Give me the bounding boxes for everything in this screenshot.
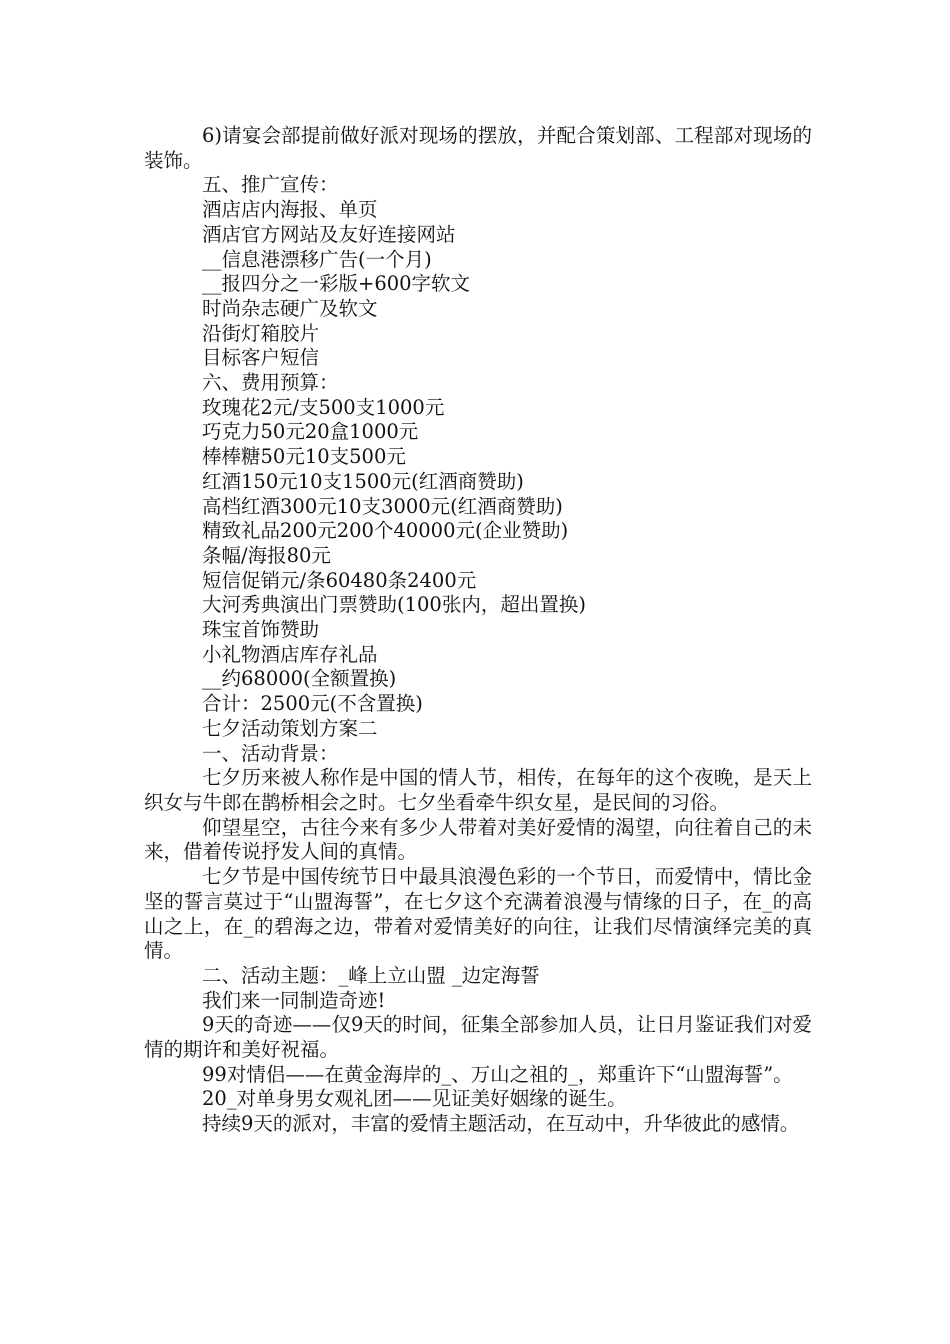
theme-paragraph: 9天的奇迹——仅9天的时间，征集全部参加人员，让日月鉴证我们对爱情的期许和美好祝福。 (144, 1013, 812, 1062)
theme-paragraph: 20_对单身男女观礼团——见证美好姻缘的诞生。 (202, 1087, 627, 1111)
promo-item: 时尚杂志硬广及软文 (202, 296, 378, 320)
section-title-theme: 二、活动主题：_峰上立山盟 _边定海誓 (202, 963, 540, 987)
section-title-budget: 六、费用预算： (202, 371, 339, 395)
budget-total: 合计：2500元(不含置换) (202, 692, 423, 716)
theme-line: 我们来一同制造奇迹! (202, 988, 386, 1012)
budget-item: __约68000(全额置换) (202, 667, 397, 691)
budget-item: 珠宝首饰赞助 (202, 618, 320, 642)
budget-item: 棒棒糖50元10支500元 (202, 445, 406, 469)
promo-item: __报四分之一彩版+600字软文 (202, 272, 471, 296)
document-body (144, 124, 812, 1137)
promo-item: 沿街灯箱胶片 (202, 321, 320, 345)
background-paragraph: 七夕历来被人称作是中国的情人节，相传，在每年的这个夜晚，是天上织女与牛郎在鹊桥相会之时。七夕坐看牵牛织女星，是民间的习俗。 (144, 766, 812, 814)
budget-item: 巧克力50元20盒1000元 (202, 420, 419, 444)
budget-item: 大河秀典演出门票赞助(100张内，超出置换) (202, 593, 586, 617)
plan-two-title: 七夕活动策划方案二 (202, 716, 378, 740)
promo-item: __信息港漂移广告(一个月) (202, 247, 432, 271)
budget-item: 短信促销元/条60480条2400元 (202, 568, 477, 592)
paragraph-decoration-task: 6)请宴会部提前做好派对现场的摆放，并配合策划部、工程部对现场的装饰。 (144, 124, 812, 172)
budget-item: 高档红酒300元10支3000元(红酒商赞助) (202, 494, 563, 518)
budget-item: 红酒150元10支1500元(红酒商赞助) (202, 469, 524, 493)
theme-paragraph: 99对情侣——在黄金海岸的_、万山之祖的_，郑重许下“山盟海誓”。 (202, 1062, 793, 1086)
promo-item: 酒店官方网站及友好连接网站 (202, 222, 456, 246)
budget-item: 条幅/海报80元 (202, 543, 331, 567)
promo-item: 酒店店内海报、单页 (202, 198, 378, 222)
section-title-promotion: 五、推广宣传： (202, 173, 339, 197)
background-paragraph: 七夕节是中国传统节日中最具浪漫色彩的一个节日，而爱情中，情比金坚的誓言莫过于“山盟海誓”，在七夕这个充满着浪漫与情缘的日子，在_的高山之上，在_的碧海之边，带着对爱情美好的向往，让我们尽情演绎完美的真情。 (144, 865, 812, 963)
budget-item: 玫瑰花2元/支500支1000元 (202, 395, 445, 419)
budget-item: 小礼物酒店库存礼品 (202, 642, 378, 666)
promo-item: 目标客户短信 (202, 346, 320, 370)
budget-item: 精致礼品200元200个40000元(企业赞助) (202, 519, 569, 543)
section-title-background: 一、活动背景： (202, 741, 339, 765)
theme-paragraph: 持续9天的派对，丰富的爱情主题活动，在互动中，升华彼此的感情。 (202, 1112, 800, 1136)
background-paragraph: 仰望星空，古往今来有多少人带着对美好爱情的渴望，向往着自己的未来，借着传说抒发人间的真情。 (144, 815, 812, 864)
